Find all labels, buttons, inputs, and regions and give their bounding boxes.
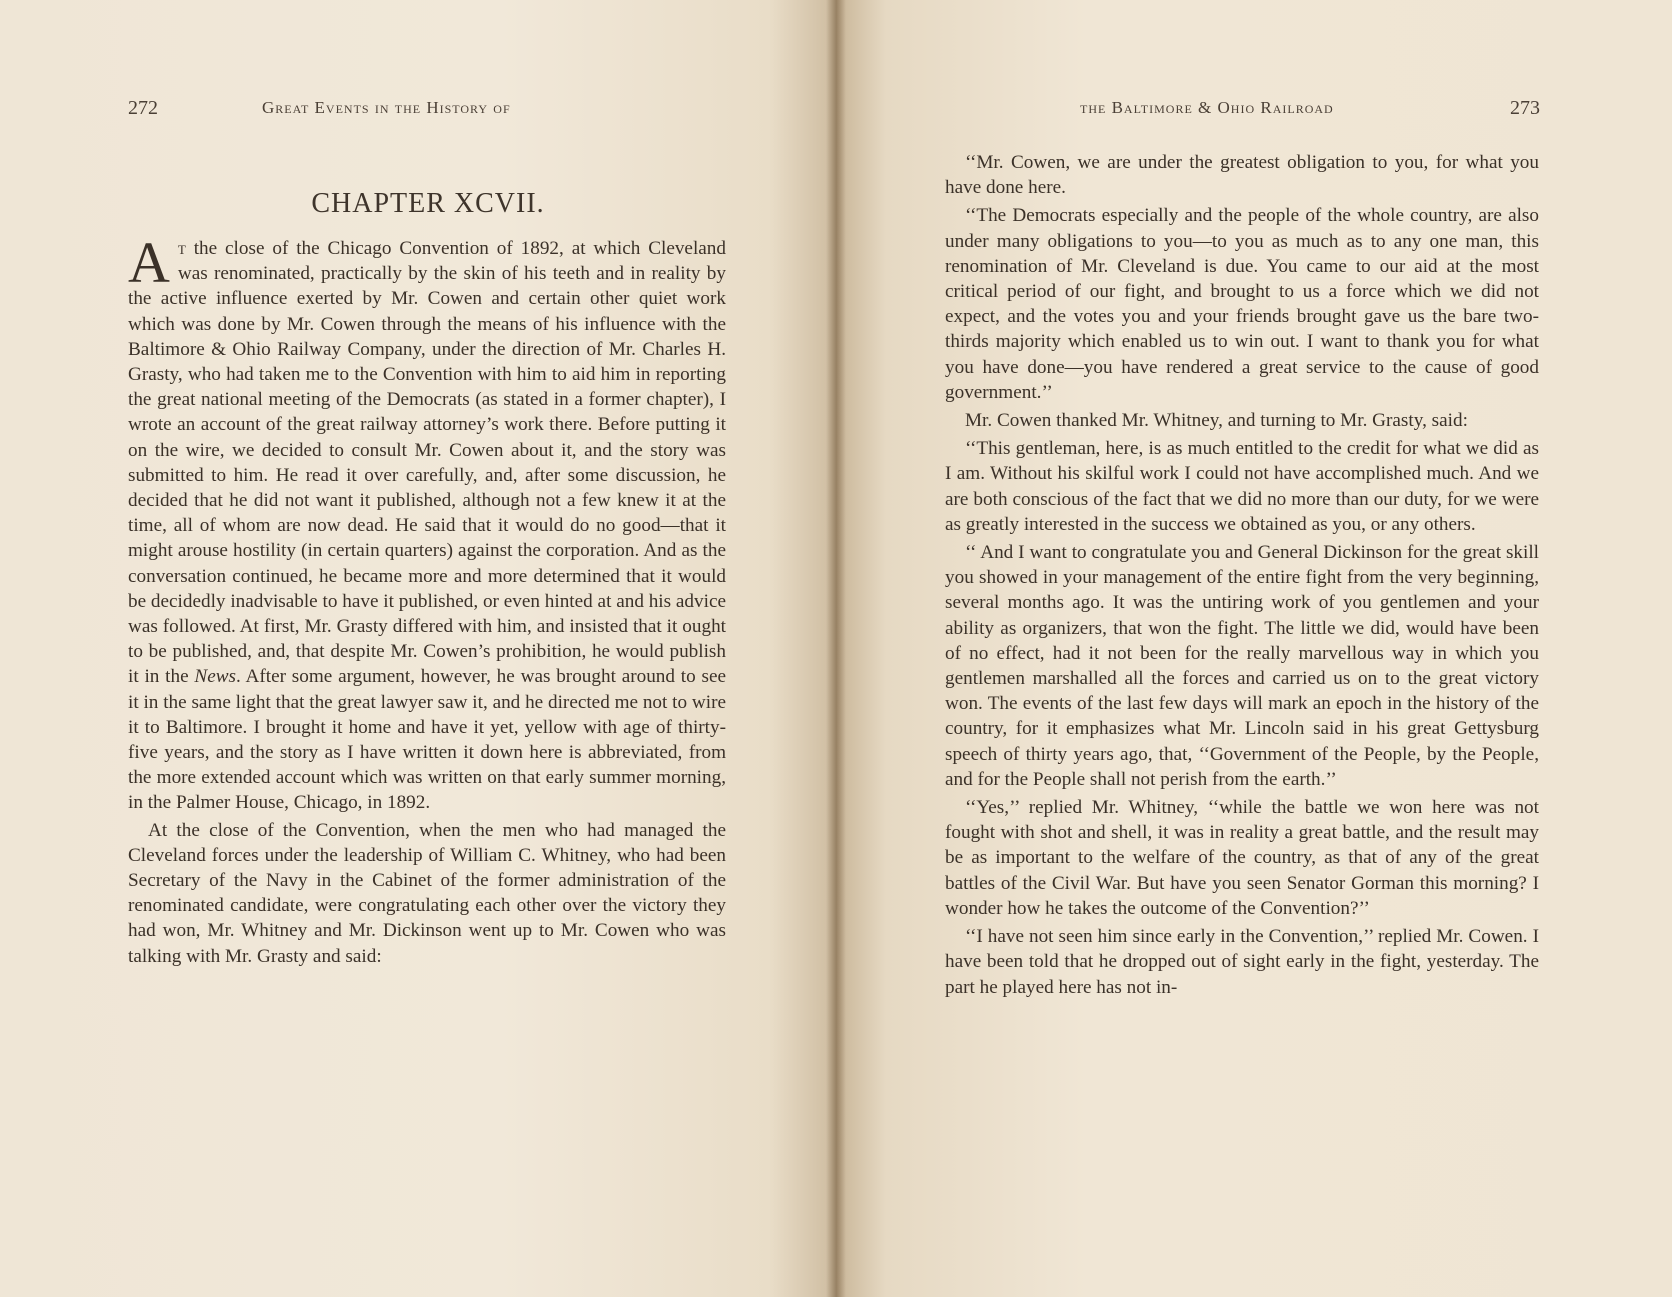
right-paragraph: ‘‘The Democrats especially and the people of the whole country, are also under many obligations to you—to you as much as to any one man, this renomination of Mr. Cleveland is due. You came to our aid at the most critical period of our fight, and brought to us a force which we did not expect, and the votes you and your friends brought gave us the bare two-thirds majority which enabled us to win out. I want to thank you for what you have done—you have rendered a great service to the cause of good government.’’ <box>945 205 1539 403</box>
right-paragraph: ‘‘Yes,’’ replied Mr. Whitney, ‘‘while the battle we won here was not fought with shot and shell, it was in reality a great battle, and the result may be as important to the welfare of the country, as that of any of the great battles of the Civil War. But have you seen Senator Gorman this morning? I wonder how he takes the outcome of the Convention?’’ <box>945 797 1539 919</box>
right-page-number: 273 <box>1510 97 1540 119</box>
right-paragraph: ‘‘ And I want to congratulate you and General Dickinson for the great skill you showed in your management of the entire fight from the very beginning, several months ago. It was the untiring work of you gentlemen and your ability as organizers, that won the fight. The little we did, would have been of no effect, had it not been for the really marvellous way in which you gentlemen marshalled all the forces and carried us on to the great victory won. The events of the last few days will mark an epoch in the history of the country, for it emphasizes what Mr. Lincoln said in his great Gettysburg speech of thirty years ago, that, ‘‘Government of the People, by the People, and for the People shall not perish from the earth.’’ <box>945 542 1539 790</box>
left-body-text <box>128 230 726 969</box>
left-paragraph-1-text: the close of the Chicago Convention of 1892, at which Cleveland was renominated, practically by the skin of his teeth and in reality by the active influence exerted by Mr. Cowen and certain other quiet work which was done by Mr. Cowen through the means of his influence with the Baltimore & Ohio Railway Company, under the direction of Mr. Charles H. Grasty, who had taken me to the Convention with him to aid him in reporting the great national meeting of the Democrats (as stated in a former chapter), I wrote an account of the great railway attorney’s work there. Before putting it on the wire, we decided to consult Mr. Cowen about it, and the story was submitted to him. He read it over carefully, and, after some discussion, he decided that he did not want it published, although not a few knew it at the time, all of whom are now dead. He said that it would do no good—that it might arouse hostility (in certain quarters) against the corporation. And as the conversation continued, he became more and more determined that it would be decidedly inadvisable to have it published, or even hinted at and his advice was followed. At first, Mr. Grasty differed with him, and insisted that it ought to be published, and, that despite Mr. Cowen’s prohibition, he would publish it in the <box>128 238 726 688</box>
right-paragraph: ‘‘I have not seen him since early in the Convention,’’ replied Mr. Cowen. I have been told that he dropped out of sight early in the fight, yesterday. The part he played here has not in- <box>945 926 1539 998</box>
right-paragraph: ‘‘Mr. Cowen, we are under the greatest obligation to you, for what you have done here. <box>945 152 1539 199</box>
left-page-number: 272 <box>128 97 158 119</box>
drop-cap: A <box>128 230 170 295</box>
book-gutter <box>826 0 846 1297</box>
right-page <box>836 0 1672 1297</box>
left-paragraph-1-end: . After some argument, however, he was brought around to see it in the same light that the great lawyer saw it, and he directed me not to wire it to Baltimore. I brought it home and have it yet, yellow with age of thirty-five years, and the story as I have written it down here is abbreviated, from the more extended account which was written on that early summer morning, in the Palmer House, Chicago, in 1892. <box>128 666 726 814</box>
right-running-head: the Baltimore & Ohio Railroad <box>1080 98 1334 117</box>
left-paragraph-2: At the close of the Convention, when the men who had managed the Cleveland forces under the leadership of William C. Whitney, who had been Secretary of the Navy in the Cabinet of the former administration of the renominated candidate, were congratulating each other over the victory they had won, Mr. Whitney and Mr. Dickinson went up to Mr. Cowen who was talking with Mr. Grasty and said: <box>128 819 726 967</box>
chapter-title: CHAPTER XCVII. <box>311 188 545 219</box>
left-running-head: Great Events in the History of <box>262 98 511 117</box>
right-paragraph: Mr. Cowen thanked Mr. Whitney, and turning to Mr. Grasty, said: <box>965 410 1468 432</box>
left-paragraph-1 <box>128 230 726 816</box>
newspaper-name: News <box>194 666 236 688</box>
right-paragraph: ‘‘This gentleman, here, is as much entitled to the credit for what we did as I am. Without his skilful work I could not have accomplished much. And we are both conscious of the fact that we did no more than our duty, for we were as greatly interested in the success we obtained as you, or any others. <box>945 438 1539 535</box>
opening-smallcaps: t <box>177 238 186 259</box>
right-body-text <box>945 150 1539 1000</box>
